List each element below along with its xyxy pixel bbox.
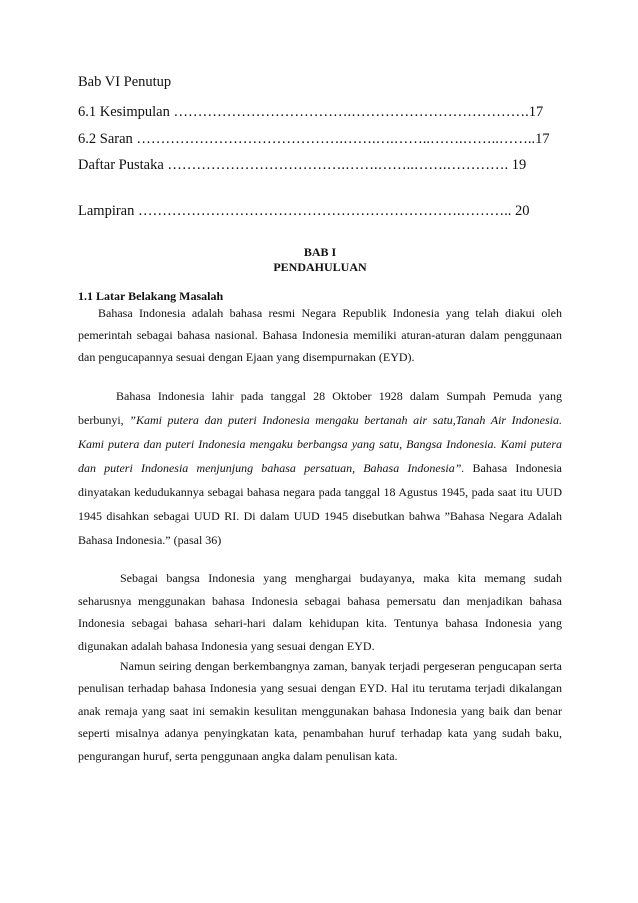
paragraph-4: Namun seiring dengan berkembangnya zaman, banyak terjadi pergeseran pengucapan serta penulisan terhadap bahasa Indonesia yang sesuai dengan EYD. Hal itu terutama terjadi dikalangan anak remaja yang saat ini semakin kesulitan menggunakan bahasa Indonesia yang baik dan benar seperti misalnya adanya penyingkatan kata, penambahan huruf terhadap kata yang sudah baku, pengurangan huruf, serta penggunaan angka dalam penulisan kata.	[78, 659, 562, 763]
chapter-label: BAB I	[303, 245, 337, 259]
paragraph-2-intro: Bahasa Indonesia lahir pada tanggal 28 Oktober 1928 dalam Sumpah Pemuda yang berbunyi,	[78, 389, 562, 427]
sumpah-pemuda-quote: ”Kami putera dan puteri Indonesia mengaku bertanah air satu,Tanah Air Indonesia. Kami putera dan puteri Indonesia mengaku berbangsa yang satu, Bangsa Indonesia. Kami putera dan puteri Indonesia menjunjung bahasa persatuan, Bahasa Indonesia”.	[78, 413, 563, 475]
toc-entry-saran: 6.2 Saran …………………………………….…….….……..…….……..……..17	[78, 131, 550, 147]
chapter-title: PENDAHULUAN	[273, 260, 367, 274]
paragraph-1: Bahasa Indonesia adalah bahasa resmi Negara Republik Indonesia yang telah diakui oleh pemerintah sebagai bahasa nasional. Bahasa Indonesia memiliki aturan-aturan dalam penggunaan dan pengucapannya sesuai dengan Ejaan yang disempurnakan (EYD).	[78, 306, 562, 364]
paragraph-3: Sebagai bangsa Indonesia yang menghargai budayanya, maka kita memang sudah seharusnya menggunakan bahasa Indonesia sebagai bahasa pemersatu dan menjadikan bahasa Indonesia sebagai bahasa sehari-hari dalam kehidupan kita. Tentunya bahasa Indonesia yang digunakan adalah bahasa Indonesia yang sesuai dengan EYD.	[78, 571, 562, 653]
toc-entry-kesimpulan: 6.1 Kesimpulan ……………………………….……………………………….17	[78, 104, 544, 120]
toc-entry-daftar-pustaka: Daftar Pustaka ……………………………….…….……..…….…………. 19	[78, 157, 527, 173]
paragraph-2-rest: Bahasa Indonesia dinyatakan kedudukannya sebagai bahasa negara pada tanggal 18 Agustus 1945, pada saat itu UUD 1945 disahkan sebagai UUD RI. Di dalam UUD 1945 disebutkan bahwa ”Bahasa Negara Adalah Bahasa Indonesia.” (pasal 36)	[78, 461, 562, 547]
toc-chapter-title: Bab VI Penutup	[78, 74, 172, 90]
section-heading: 1.1 Latar Belakang Masalah	[78, 289, 224, 303]
toc-entry-lampiran: Lampiran ………………………………………………………….……….. 20	[78, 203, 530, 219]
paragraph-2	[78, 384, 562, 552]
